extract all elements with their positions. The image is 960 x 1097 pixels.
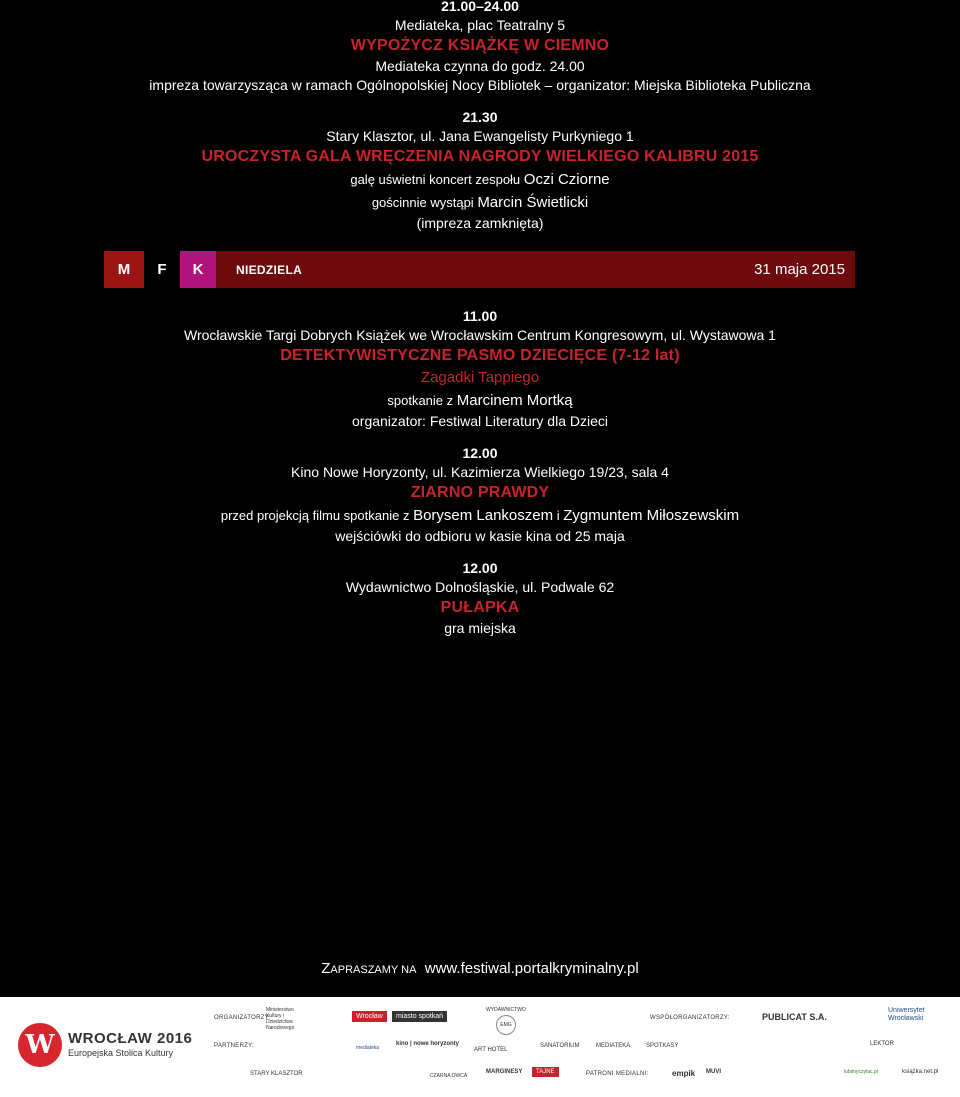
day-date: 31 maja 2015 [754,261,845,278]
event-title: WYPOŻYCZ KSIĄŻKĘ W CIEMNO [350,37,610,54]
event-performer [0,168,960,191]
event-note: Mediateka czynna do godz. 24.00 [375,58,585,74]
day-name: NIEDZIELA [236,262,303,277]
sponsor-mediateka: MEDIATEKA [596,1043,631,1049]
sponsor-spotkasy: SPOTKASY [646,1043,679,1049]
meeting-intro: przed projekcją filmu spotkanie z [220,508,414,523]
wroclaw-2016-logo-icon: W [18,1023,62,1067]
sponsor-ksiazka-net: książka.net.pl [902,1069,939,1075]
event-time: 21.30 [462,109,498,125]
event-time: 11.00 [462,308,498,324]
event-title: ZIARNO PRAWDY [410,484,550,501]
sponsor-miasto-spotkan: miasto spotkań [392,1011,447,1022]
meeting-guest: Marcinem Mortką [456,392,573,409]
event-program [0,0,960,233]
event-meeting [0,389,960,412]
event-title: UROCZYSTA GALA WRĘCZENIA NAGRODY WIELKIEGO KALIBRU 2015 [201,148,759,165]
sponsor-sanatorium: SANATORIUM [540,1043,580,1049]
sponsor-tajne: TAJNE [532,1067,559,1077]
event-time: 12.00 [462,445,498,461]
sponsor-stary-klasztor: STARY KLASZTOR [250,1071,303,1077]
sponsor-lektor: LEKTOR [870,1041,894,1047]
sponsor-lubimyczytac: lubimyczytac.pl [844,1069,878,1075]
sponsor-wroclaw: Wrocław [352,1011,387,1022]
sponsor-wydawnictwo: WYDAWNICTWO [486,1007,526,1013]
event-time: 21.00–24.00 [441,0,519,14]
performer-intro: galę uświetni koncert zespołu [350,172,524,187]
label-media-patrons: PATRONI MEDIALNI: [586,1071,649,1077]
event-location: Kino Nowe Horyzonty, ul. Kazimierza Wielkiego 19/23, sala 4 [291,464,669,480]
event-program-sunday [0,307,960,638]
event-subtitle: Zagadki Tappiego [420,369,540,386]
day-tag-m: M [104,251,144,288]
festival-url-link[interactable]: www.festiwal.portalkryminalny.pl [424,960,639,977]
meeting-guest-2: Zygmuntem Miłoszewskim [563,507,740,524]
event-closing: (impreza zamknięta) [416,215,544,231]
event-organizer: organizator: Festiwal Literatury dla Dzieci [352,413,608,429]
event-location: Stary Klasztor, ul. Jana Ewangelisty Purkyniego 1 [326,128,634,144]
sponsor-publicat: PUBLICAT S.A. [762,1012,827,1022]
sponsor-nowe-horyzonty: kino | nowe horyzonty [396,1041,460,1047]
day-header-bar [104,251,855,288]
event-note: wejściówki do odbioru w kasie kina od 25 maja [335,528,625,544]
event-organizer: impreza towarzysząca w ramach Ogólnopolskiej Nocy Bibliotek – organizator: Miejska Biblioteka Publiczna [149,77,811,93]
guest-name: Marcin Świetlicki [477,194,589,211]
label-organizers: ORGANIZATORZY: [214,1015,271,1021]
label-coorganizers: WSPÓŁORGANIZATORZY: [650,1015,730,1021]
meeting-guest: Borysem Lankoszem [413,507,554,524]
sponsor-muvi: MUVI [706,1069,721,1075]
event-meeting [0,504,960,527]
event-time: 12.00 [462,560,498,576]
sponsor-emg-logo: EMG [496,1015,516,1035]
sponsor-uwr: Uniwersytet Wrocławski [888,1007,925,1022]
wroclaw-2016-brand [68,1031,192,1059]
event-note: gra miejska [444,620,516,636]
invite-z: Z [321,960,331,977]
event-location: Mediateka, plac Teatralny 5 [394,17,566,33]
guest-intro: gościnnie wystąpi [371,195,478,210]
performer-name: Oczi Cziоrne [523,171,610,188]
day-tag-k: K [180,251,216,288]
event-guest [0,191,960,214]
event-location: Wrocławskie Targi Dobrych Książek we Wrocławskim Centrum Kongresowym, ul. Wystawowa 1 [184,327,776,343]
label-partners: PARTNERZY: [214,1043,255,1049]
wroclaw-2016-title: WROCŁAW 2016 [68,1030,193,1047]
sponsor-art-hotel: ART HOTEL [474,1047,508,1053]
meeting-and: i [553,508,564,523]
sponsor-strip [0,997,960,1097]
invite-text: APRASZAMY NA [330,964,417,976]
sponsor-czarna-owca: CZARNA OWCA [430,1073,468,1079]
event-title: DETEKTYWISTYCZNE PASMO DZIECIĘCE (7-12 lat) [280,347,680,364]
sponsor-mediateka-small: mediateka [356,1045,380,1051]
sponsor-ministry: Ministerstwo Kultury i Dziedzictwa Narodowego [266,1007,295,1031]
event-title: PUŁAPKA [440,599,520,616]
meeting-intro: spotkanie z [387,393,457,408]
invite-line [0,959,960,980]
sponsor-marginesy: MARGINESY [486,1069,523,1075]
ecok-subtitle: Europejska Stolica Kultury [68,1048,174,1058]
sponsor-empik: empik [672,1069,696,1078]
day-tag-f: F [144,251,180,288]
event-location: Wydawnictwo Dolnośląskie, ul. Podwale 62 [345,579,615,595]
